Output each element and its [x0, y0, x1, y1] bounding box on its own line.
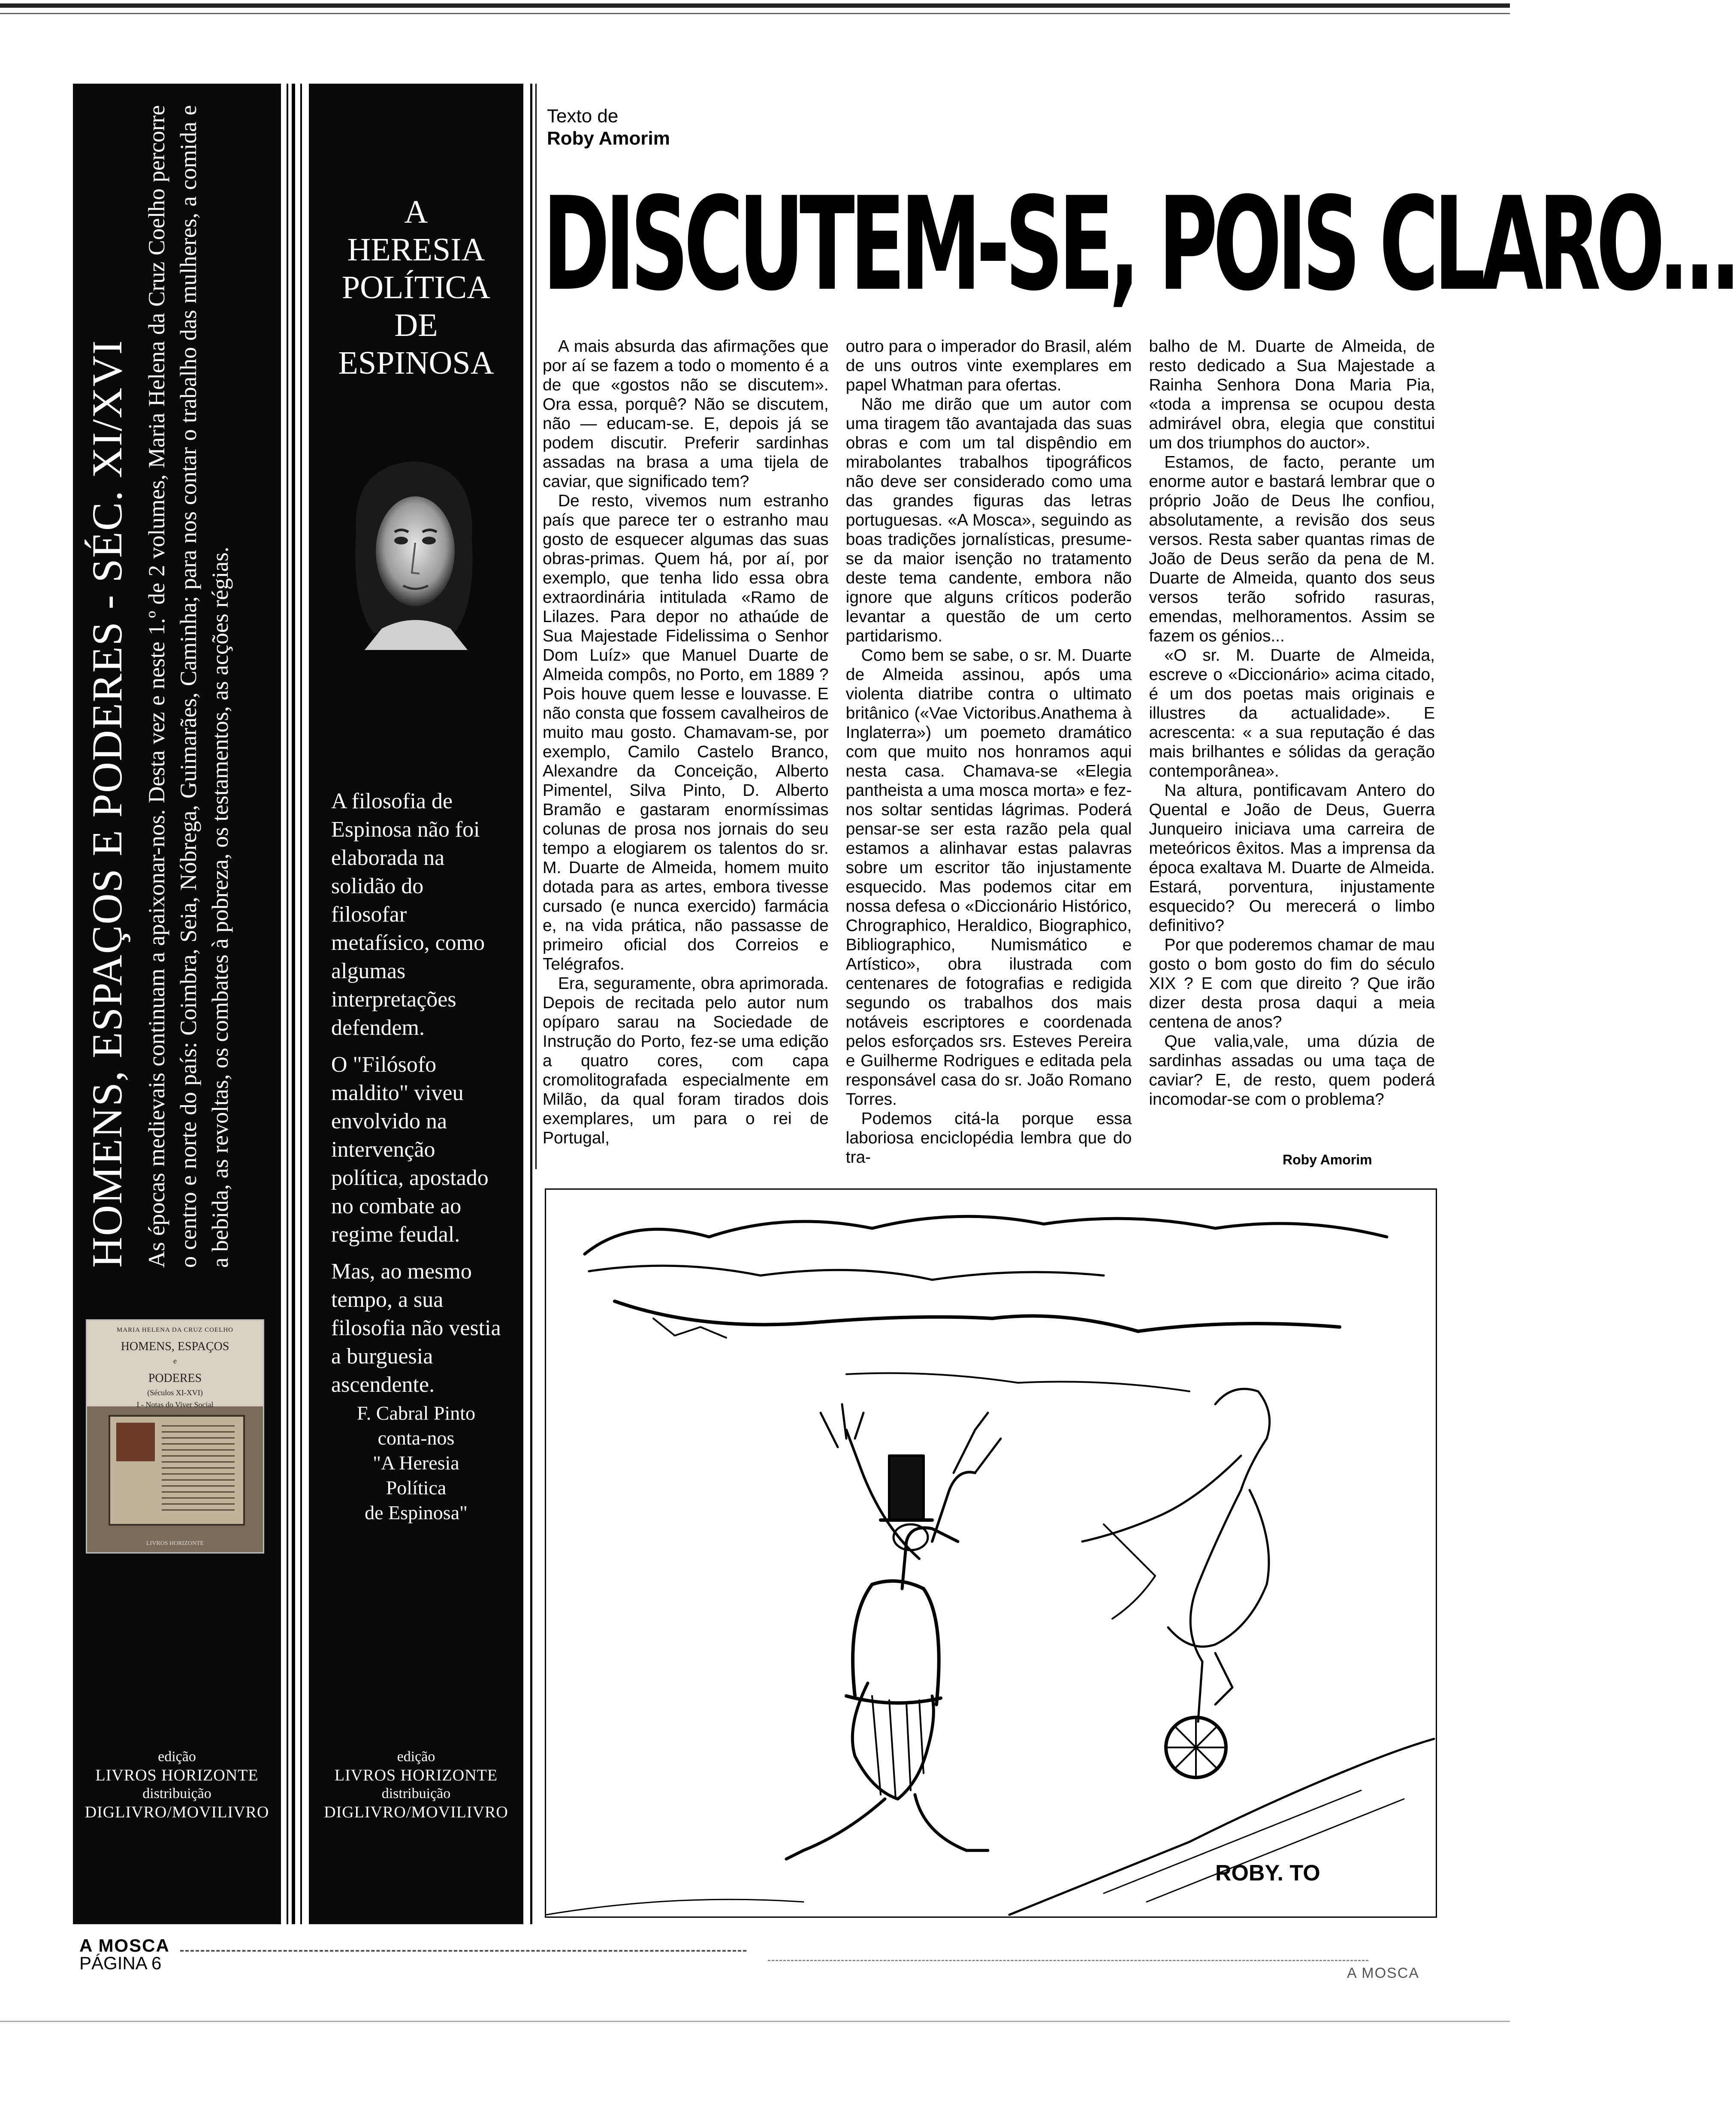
byline-label: Texto de — [547, 106, 619, 127]
sidebar-description: As épocas medievais continuam a apaixonar-nos. Desta vez e neste 1.º de 2 volumes, Maria Helena da Cruz Coelho percorre o centro e norte do país: Coimbra, Seia, Nóbrega, Guimarães, Caminha; para nos contar o trabalho das mulheres, a comida e a bebida, as revoltas, os combates à pobreza, os testamentos, as acções régias. — [144, 105, 233, 1268]
paragraph: Mas, ao mesmo tempo, a sua filosofia não vestia a burguesia ascendente. — [331, 1259, 501, 1397]
top-rule — [0, 3, 1510, 8]
espinosa-credit — [309, 1401, 523, 1525]
paragraph: Que valia,vale, uma dúzia de sardinhas assadas ou uma taça de caviar? E, de resto, quem poderá incomodar-se com o problema? — [1149, 1032, 1435, 1109]
espinosa-book-title — [309, 193, 523, 382]
spinoza-portrait — [339, 448, 489, 650]
article-column-3 — [1149, 337, 1435, 1143]
distribution-label: distribuição — [381, 1786, 451, 1802]
paragraph: De resto, vivemos num estranho país que parece ter o estranho mau gosto de esquecer algumas das suas obras-primas. Quem há, por aí, por exemplo, que tenha lido essa obra extraordinária intitulada «Ramo de Lilazes. Para depor no athaúde de Sua Majestade Fidelissima o Senhor Dom Luíz» que Manuel Duarte de Almeida compôs, no Porto, em 1889 ? Pois houve quem lesse e louvasse. E não consta que fossem cavalheiros de muito mau gosto. Chamavam-se, por exemplo, Camilo Castelo Branco, Alexandre da Conceição, Alberto Pimentel, Silva Pinto, D. Alberto Bramão e gastaram enormíssimas colunas de prosa nos jornais do seu tempo a elogiarem os talentos do sr. M. Duarte de Almeida, homem muito dotada para as artes, embora tivesse cursado (e nunca exercido) farmácia e, na vida prática, não passasse de primeiro oficial dos Correios e Telégrafos. — [543, 492, 829, 973]
title-line: HERESIA — [347, 232, 485, 268]
column-rule — [535, 84, 537, 1169]
sidebar-edition-info — [73, 1748, 281, 1822]
book-cover-manuscript-illustration — [109, 1415, 245, 1526]
book-promo-sidebar — [73, 84, 281, 1924]
title-line: ESPINOSA — [338, 345, 494, 381]
paragraph: Por que poderemos chamar de mau gosto o bom gosto do fim do século XIX ? E com que direito ? Que irão dizer desta prosa daqui a meia centena de anos? — [1149, 936, 1435, 1031]
cartoon-signature: ROBY. TO — [1215, 1861, 1320, 1886]
book-cover-volume: I - Notas do Viver Social — [136, 1400, 214, 1409]
book-cover-header — [87, 1321, 263, 1409]
paragraph: Era, seguramente, obra aprimorada. Depois de recitada pelo autor num opíparo sarau na Sociedade de Instrução do Porto, fez-se uma edição a quatro cores, com capa cromolitografada especialmente em Milão, da qual foram tirados dois exemplares, um para o rei de Portugal, — [543, 974, 829, 1147]
paragraph: A mais absurda das afirmações que por aí se fazem a todo o momento é a de que «gostos não se discutem». Ora essa, porquê? Não se discutem, não — educam-se. E, depois já se podem discutir. Preferir sardinhas assadas na brasa a uma tijela de caviar, que significado tem? — [543, 337, 829, 491]
column-rule — [530, 84, 532, 1924]
byline-author: Roby Amorim — [547, 128, 670, 149]
book-cover-image — [86, 1319, 264, 1554]
paragraph: Como bem se sabe, o sr. M. Duarte de Almeida assinou, após uma violenta diatribe contra o ultimato britânico («Vae Victoribus.Anathema à Inglaterra») um poemeto dramático com que muito nos honramos aqui nesta casa. Chamava-se «Elegia pantheista a uma mosca morta» e fez-nos soltar sentidas lágrimas. Poderá pensar-se ser esta razão pela qual estamos a alinhavar estas palavras sobre um escritor tão injustamente esquecido. Mas podemos citar em nossa defesa o «Diccionário Histórico, Chrographico, Heraldico, Biographico, Bibliographico, Numismático e Artístico», obra ilustrada com centenares de fotografias e redigida segundo os trabalhos dos mais notáveis escriptores e coordenada pelos esforçados srs. Esteves Pereira e Guilherme Rodrigues e editada pela responsável casa do sr. João Romano Torres. — [845, 646, 1132, 1109]
paragraph: A filosofia de Espinosa não foi elaborada na solidão do filosofar metafísico, como algumas interpretações defendem. — [331, 789, 485, 1040]
espinosa-edition-info — [309, 1748, 523, 1822]
distribution-label: distribuição — [142, 1786, 211, 1802]
edition-label: edição — [158, 1749, 196, 1765]
book-cover-subtitle: (Séculos XI-XVI) — [147, 1388, 203, 1397]
credit-line: conta-nos — [377, 1427, 455, 1449]
espinosa-description — [331, 787, 503, 1408]
footer-corner-mark: A MOSCA — [1347, 1965, 1419, 1981]
edition-publisher: LIVROS HORIZONTE — [95, 1766, 259, 1784]
credit-line: Política — [386, 1477, 447, 1499]
footer-dashed-rule — [180, 1950, 746, 1952]
cartoon-drawing — [546, 1190, 1436, 1916]
edition-publisher: LIVROS HORIZONTE — [334, 1766, 498, 1784]
bottom-rule — [0, 2021, 1510, 2022]
paragraph: balho de M. Duarte de Almeida, de resto dedicado a Sua Majestade a Rainha Senhora Dona Maria Pia, «toda a imprensa se ocupou desta admirável obra, elegia que constitui um dos triumphos do auctor». — [1149, 337, 1435, 452]
paragraph: Podemos citá-la porque essa laboriosa enciclopédia lembra que do tra- — [845, 1109, 1132, 1167]
paragraph: «O sr. M. Duarte de Almeida, escreve o «Diccionário» acima citado, é um dos poetas mais originais e illustres da actualidade». E acrescenta: « a sua reputação é das mais brilhantes e sólidas da geração contemporânea». — [1149, 646, 1435, 780]
top-rule-thin — [0, 13, 1510, 14]
article-signature: Roby Amorim — [1283, 1152, 1372, 1167]
cartoon-illustration — [545, 1188, 1437, 1918]
article-column-2 — [845, 337, 1132, 1167]
book-cover-title-3: PODERES — [148, 1372, 202, 1385]
title-line: DE — [394, 307, 438, 343]
credit-line: "A Heresia — [373, 1452, 459, 1474]
paragraph: O "Filósofo maldito" viveu envolvido na intervenção política, apostado no combate ao regime feudal. — [331, 1052, 489, 1247]
footer-publication: A MOSCA — [79, 1935, 170, 1956]
footer-dashed-rule — [768, 1960, 1368, 1961]
edition-label: edição — [397, 1749, 435, 1765]
edition-distributor: DIGLIVRO/MOVILIVRO — [324, 1803, 508, 1821]
paragraph: Na altura, pontificavam Antero do Quental e João de Deus, Guerra Junqueiro iniciava uma carreira de meteóricos êxitos. Mas a imprensa da época exaltava M. Duarte de Almeida. Estará, porventura, injustamente esquecido? Ou merecerá o limbo definitivo? — [1149, 781, 1435, 935]
book-cover-title-2: e — [173, 1357, 177, 1365]
sidebar-title: HOMENS, ESPAÇOS E PODERES - SÉC. XI/XVI — [83, 339, 131, 1268]
sidebar-rotated-text — [77, 88, 277, 1285]
article-column-1 — [543, 337, 829, 1147]
credit-line: F. Cabral Pinto — [356, 1402, 476, 1424]
book-cover-author: MARIA HELENA DA CRUZ COELHO — [116, 1327, 233, 1333]
title-line: POLÍTICA — [341, 269, 491, 305]
espinosa-promo-column — [309, 84, 523, 1924]
paragraph: outro para o imperador do Brasil, além de uns outros vinte exemplares em papel Whatman para ofertas. — [845, 337, 1132, 394]
footer-page-number: PÁGINA 6 — [79, 1953, 162, 1973]
edition-distributor: DIGLIVRO/MOVILIVRO — [85, 1803, 269, 1821]
paragraph: Não me dirão que um autor com uma tiragem tão avantajada das suas obras e com um tal dispêndio em mirabolantes trabalhos tipográficos não deve ser considerado como uma das grandes figuras das letras portuguesas. «A Mosca», seguindo as boas tradições jornalísticas, presume-se da maior isenção no tratamento deste tema candente, embora não ignore que alguns críticos poderão levantar a questão de um certo partidarismo. — [845, 395, 1132, 645]
column-rule — [292, 84, 295, 1924]
book-cover-publisher: LIVROS HORIZONTE — [146, 1540, 204, 1547]
column-rule — [287, 84, 288, 1924]
column-rule — [300, 84, 302, 1924]
article-headline: DISCUTEM-SE, POIS CLARO... — [543, 169, 1736, 319]
book-cover-title-1: HOMENS, ESPAÇOS — [121, 1340, 229, 1353]
credit-line: de Espinosa" — [365, 1502, 468, 1523]
title-line: A — [404, 194, 428, 230]
article-byline — [547, 105, 670, 150]
paragraph: Estamos, de facto, perante um enorme autor e bastará lembrar que o próprio João de Deus lhe confiou, absolutamente, a revisão dos seus versos. Resta saber quantas rimas de João de Deus serão da pena de M. Duarte de Almeida, quanto dos seus versos terão sofrido rasuras, emendas, melhoramentos. Assim se fazem os génios... — [1149, 453, 1435, 645]
